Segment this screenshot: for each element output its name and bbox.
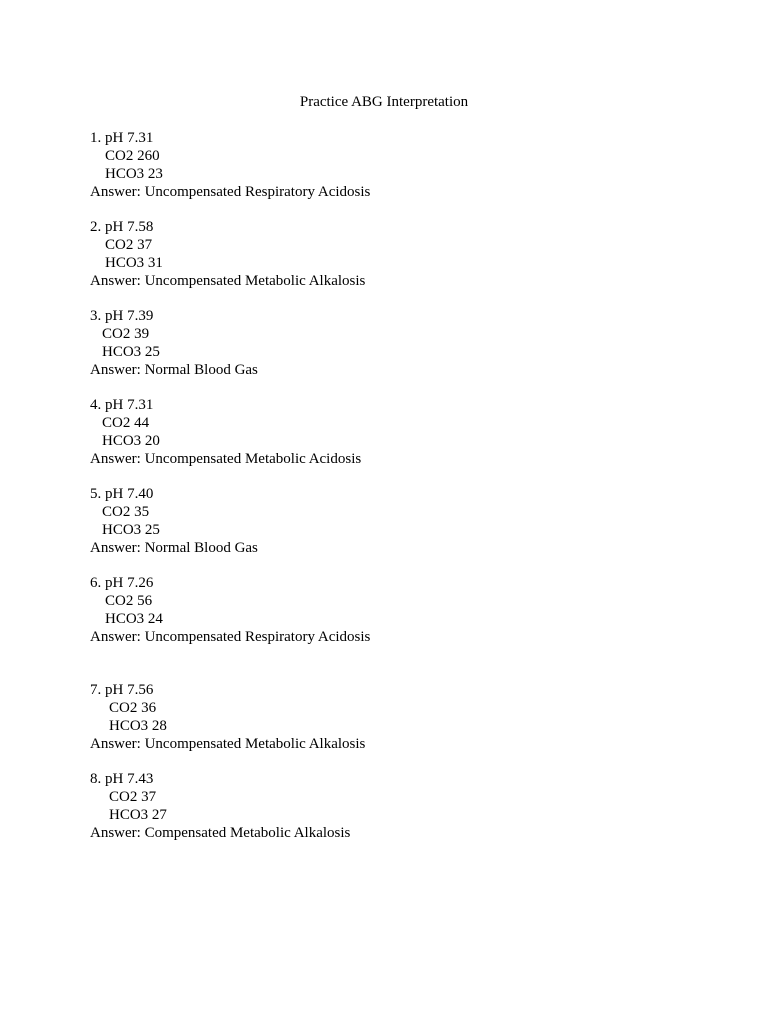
hco3-line: HCO3 25: [102, 344, 160, 360]
co2-line: CO2 39: [102, 326, 150, 342]
co2-line: CO2 44: [102, 415, 150, 431]
answer-line: Answer: Uncompensated Metabolic Alkalosis: [90, 736, 366, 752]
co2-line: CO2 260: [105, 148, 160, 164]
co2-line: CO2 37: [109, 789, 157, 805]
hco3-line: HCO3 28: [109, 718, 167, 734]
ph-line: 7. pH 7.56: [90, 682, 154, 698]
co2-line: CO2 37: [105, 237, 153, 253]
problem-7: [90, 681, 690, 753]
answer-line: Answer: Compensated Metabolic Alkalosis: [90, 825, 351, 841]
problem-6: [90, 574, 690, 646]
problem-2: [90, 218, 690, 290]
hco3-line: HCO3 25: [102, 522, 160, 538]
page-title: Practice ABG Interpretation: [299, 94, 469, 110]
ph-line: 5. pH 7.40: [90, 486, 154, 502]
problem-4: [90, 396, 690, 468]
answer-line: Answer: Normal Blood Gas: [90, 362, 258, 378]
ph-line: 8. pH 7.43: [90, 771, 154, 787]
answer-line: Answer: Uncompensated Metabolic Acidosis: [90, 451, 362, 467]
problem-8: [90, 770, 690, 842]
co2-line: CO2 35: [102, 504, 150, 520]
answer-line: Answer: Uncompensated Metabolic Alkalosis: [90, 273, 366, 289]
ph-line: 6. pH 7.26: [90, 575, 154, 591]
answer-line: Answer: Uncompensated Respiratory Acidosis: [90, 629, 371, 645]
hco3-line: HCO3 23: [105, 166, 163, 182]
problem-3: [90, 307, 690, 379]
hco3-line: HCO3 31: [105, 255, 163, 271]
ph-line: 2. pH 7.58: [90, 219, 154, 235]
co2-line: CO2 56: [105, 593, 153, 609]
ph-line: 4. pH 7.31: [90, 397, 154, 413]
ph-line: 3. pH 7.39: [90, 308, 154, 324]
answer-line: Answer: Uncompensated Respiratory Acidosis: [90, 184, 371, 200]
answer-line: Answer: Normal Blood Gas: [90, 540, 258, 556]
hco3-line: HCO3 27: [109, 807, 167, 823]
ph-line: 1. pH 7.31: [90, 130, 154, 146]
hco3-line: HCO3 24: [105, 611, 163, 627]
problem-1: [90, 129, 690, 201]
problem-5: [90, 485, 690, 557]
hco3-line: HCO3 20: [102, 433, 160, 449]
co2-line: CO2 36: [109, 700, 157, 716]
